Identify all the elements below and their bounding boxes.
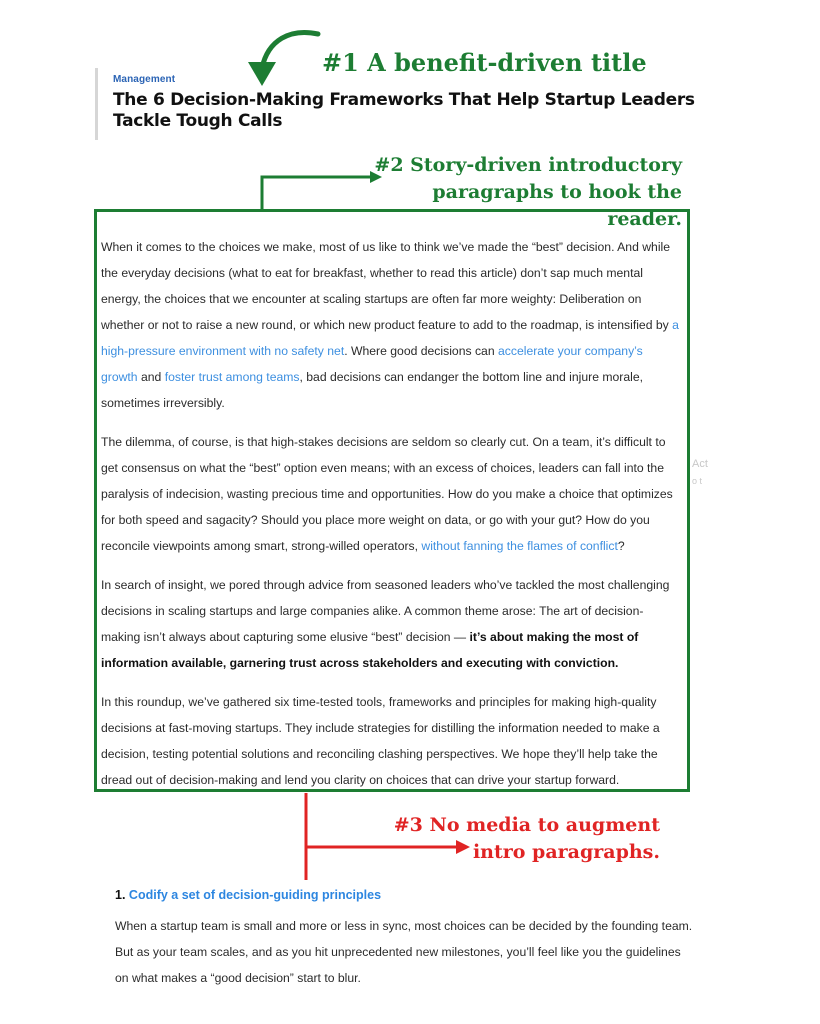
article-title: The 6 Decision-Making Frameworks That Help Startup Leaders Tackle Tough Calls bbox=[113, 90, 695, 131]
annotation-3: #3 No media to augment intro paragraphs. bbox=[393, 814, 660, 863]
elbow-arrow-2 bbox=[262, 177, 372, 209]
intro-p1-text-a: When it comes to the choices we make, most of us like to think we’ve made the “best” decision. And while the everyday decisions (what to eat for breakfast, whether to read this article) don’t sap much mental energy, the choices that we encounter at scaling startups are often far more weighty: Deliberation on whether or not to raise a new round, or which new product feature to add to the roadmap, is intensified by bbox=[101, 240, 673, 332]
intro-p1-text-d: , bad decisions can endanger the bottom line and injure morale, sometimes irreversibly. bbox=[101, 370, 643, 410]
link-accelerate-growth[interactable]: accelerate your company’s growth bbox=[101, 344, 643, 384]
section-1-paragraph: When a startup team is small and more or less in sync, most choices can be decided by the founding team. But as your team scales, and as you hit unprecedented new milestones, you’ll feel like you the guidelines on what makes a “good decision” start to blur. bbox=[115, 919, 693, 985]
link-high-pressure-environment[interactable]: a high-pressure environment with no safety net bbox=[101, 318, 679, 358]
annotation-2: #2 Story-driven introductory paragraphs to hook the reader. bbox=[374, 154, 682, 230]
intro-p2-text-a: The dilemma, of course, is that high-stakes decisions are seldom so clearly cut. On a team, it’s difficult to get consensus on what the “best” option even means; with an excess of choices, leaders can fall into the paralysis of indecision, wasting precious time and opportunities. How do you make a choice that optimizes for both speed and sagacity? Should you place more weight on data, or go with your gut? How do you reconcile viewpoints among smart, strong-willed operators, bbox=[101, 435, 673, 553]
arrowhead-2-icon bbox=[370, 171, 382, 183]
intro-p3-bold: it’s about making the most of information available, garnering trust across stakeholders and executing with conviction. bbox=[101, 630, 639, 670]
annotation-1: #1 A benefit-driven title bbox=[322, 48, 647, 77]
intro-p1-text-c: and bbox=[137, 370, 165, 384]
arrowhead-3-icon bbox=[456, 840, 470, 854]
section-1-heading-link[interactable]: Codify a set of decision-guiding principles bbox=[128, 888, 382, 902]
link-foster-trust[interactable]: foster trust among teams bbox=[164, 370, 300, 384]
ghost-sidebar-text-1: Act bbox=[692, 458, 708, 470]
intro-p3-text-a: In search of insight, we pored through advice from seasoned leaders who’ve tackled the most challenging decisions in scaling startups and large companies alike. A common theme arose: The art of decision-making isn’t always about capturing some elusive “best” decision — bbox=[101, 578, 670, 644]
section-1-number: 1. bbox=[115, 888, 126, 902]
intro-p1-text-b: . Where good decisions can bbox=[344, 344, 498, 358]
ghost-sidebar-text-2: o t bbox=[692, 476, 703, 486]
category-label[interactable]: Management bbox=[113, 74, 176, 85]
arrowhead-1-icon bbox=[248, 62, 276, 86]
intro-p2-text-b: ? bbox=[617, 539, 625, 553]
link-without-fanning-conflict[interactable]: without fanning the flames of conflict bbox=[421, 539, 618, 553]
intro-paragraph-4: In this roundup, we’ve gathered six time-tested tools, frameworks and principles for making high-quality decisions at fast-moving startups. They include strategies for distilling the information needed to make a decision, testing potential solutions and reconciling clashing perspectives. We hope they’ll help take the dread out of decision-making and lend you clarity on choices that can drive your startup forward. bbox=[101, 695, 660, 787]
